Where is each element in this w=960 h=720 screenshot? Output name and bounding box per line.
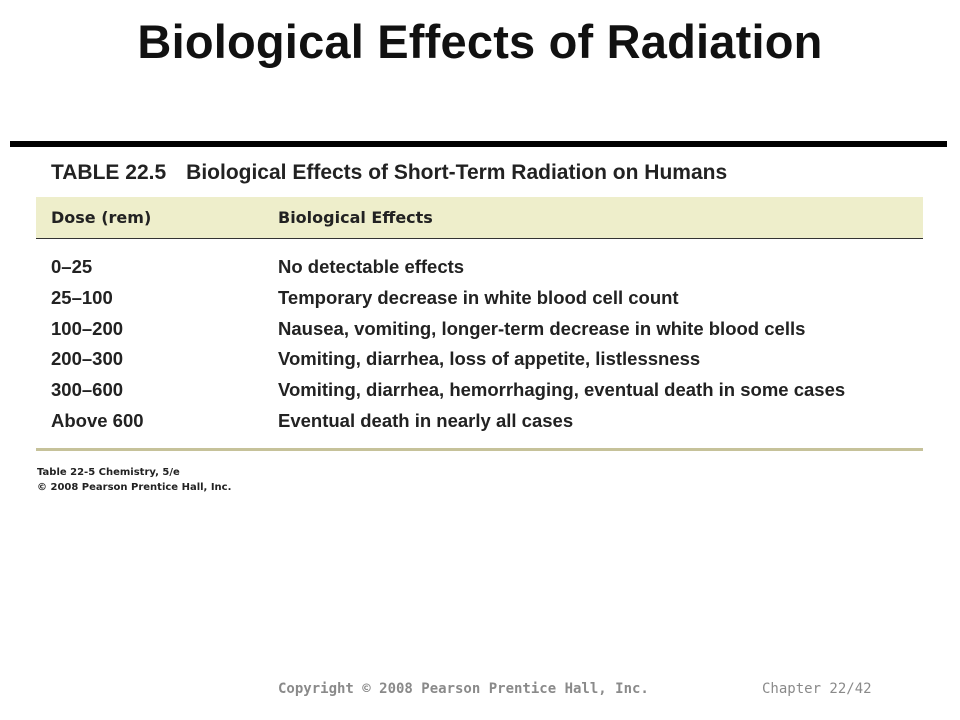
dose-cell: 25–100 bbox=[51, 286, 113, 308]
table-body bbox=[51, 256, 921, 441]
top-divider bbox=[10, 141, 947, 147]
table-row bbox=[51, 379, 921, 410]
table-caption bbox=[51, 161, 727, 185]
column-header-effects: Biological Effects bbox=[278, 208, 433, 227]
dose-cell: 0–25 bbox=[51, 256, 93, 277]
effect-cell: No detectable effects bbox=[278, 256, 465, 277]
footer-page-number: Chapter 22/42 bbox=[762, 681, 872, 697]
effect-cell: Vomiting, diarrhea, hemorrhaging, eventual death in some cases bbox=[278, 379, 846, 401]
table-row bbox=[51, 256, 921, 287]
effect-cell: Eventual death in nearly all cases bbox=[278, 409, 574, 431]
dose-cell: 300–600 bbox=[51, 379, 124, 401]
source-line-2: © 2008 Pearson Prentice Hall, Inc. bbox=[37, 482, 232, 493]
column-header-dose: Dose (rem) bbox=[51, 208, 152, 227]
table-bottom-rule bbox=[36, 448, 923, 451]
table-row bbox=[51, 410, 921, 441]
table-row bbox=[51, 287, 921, 318]
effect-cell: Nausea, vomiting, longer-term decrease in white blood cells bbox=[278, 317, 806, 339]
table-row bbox=[51, 318, 921, 349]
table-caption-text: Biological Effects of Short-Term Radiation on Humans bbox=[186, 161, 728, 184]
source-line-1: Table 22-5 Chemistry, 5/e bbox=[37, 467, 180, 478]
effect-cell: Temporary decrease in white blood cell count bbox=[278, 286, 679, 308]
table-row bbox=[51, 348, 921, 379]
effect-cell: Vomiting, diarrhea, loss of appetite, listlessness bbox=[278, 348, 701, 370]
dose-cell: 100–200 bbox=[51, 317, 124, 339]
slide-title: Biological Effects of Radiation bbox=[137, 15, 823, 68]
dose-cell: Above 600 bbox=[51, 409, 144, 431]
dose-cell: 200–300 bbox=[51, 348, 124, 370]
footer-copyright: Copyright © 2008 Pearson Prentice Hall, Inc. bbox=[278, 681, 649, 697]
source-note bbox=[37, 465, 231, 495]
table-header-band bbox=[36, 197, 923, 239]
table-number: TABLE 22.5 bbox=[51, 161, 167, 184]
